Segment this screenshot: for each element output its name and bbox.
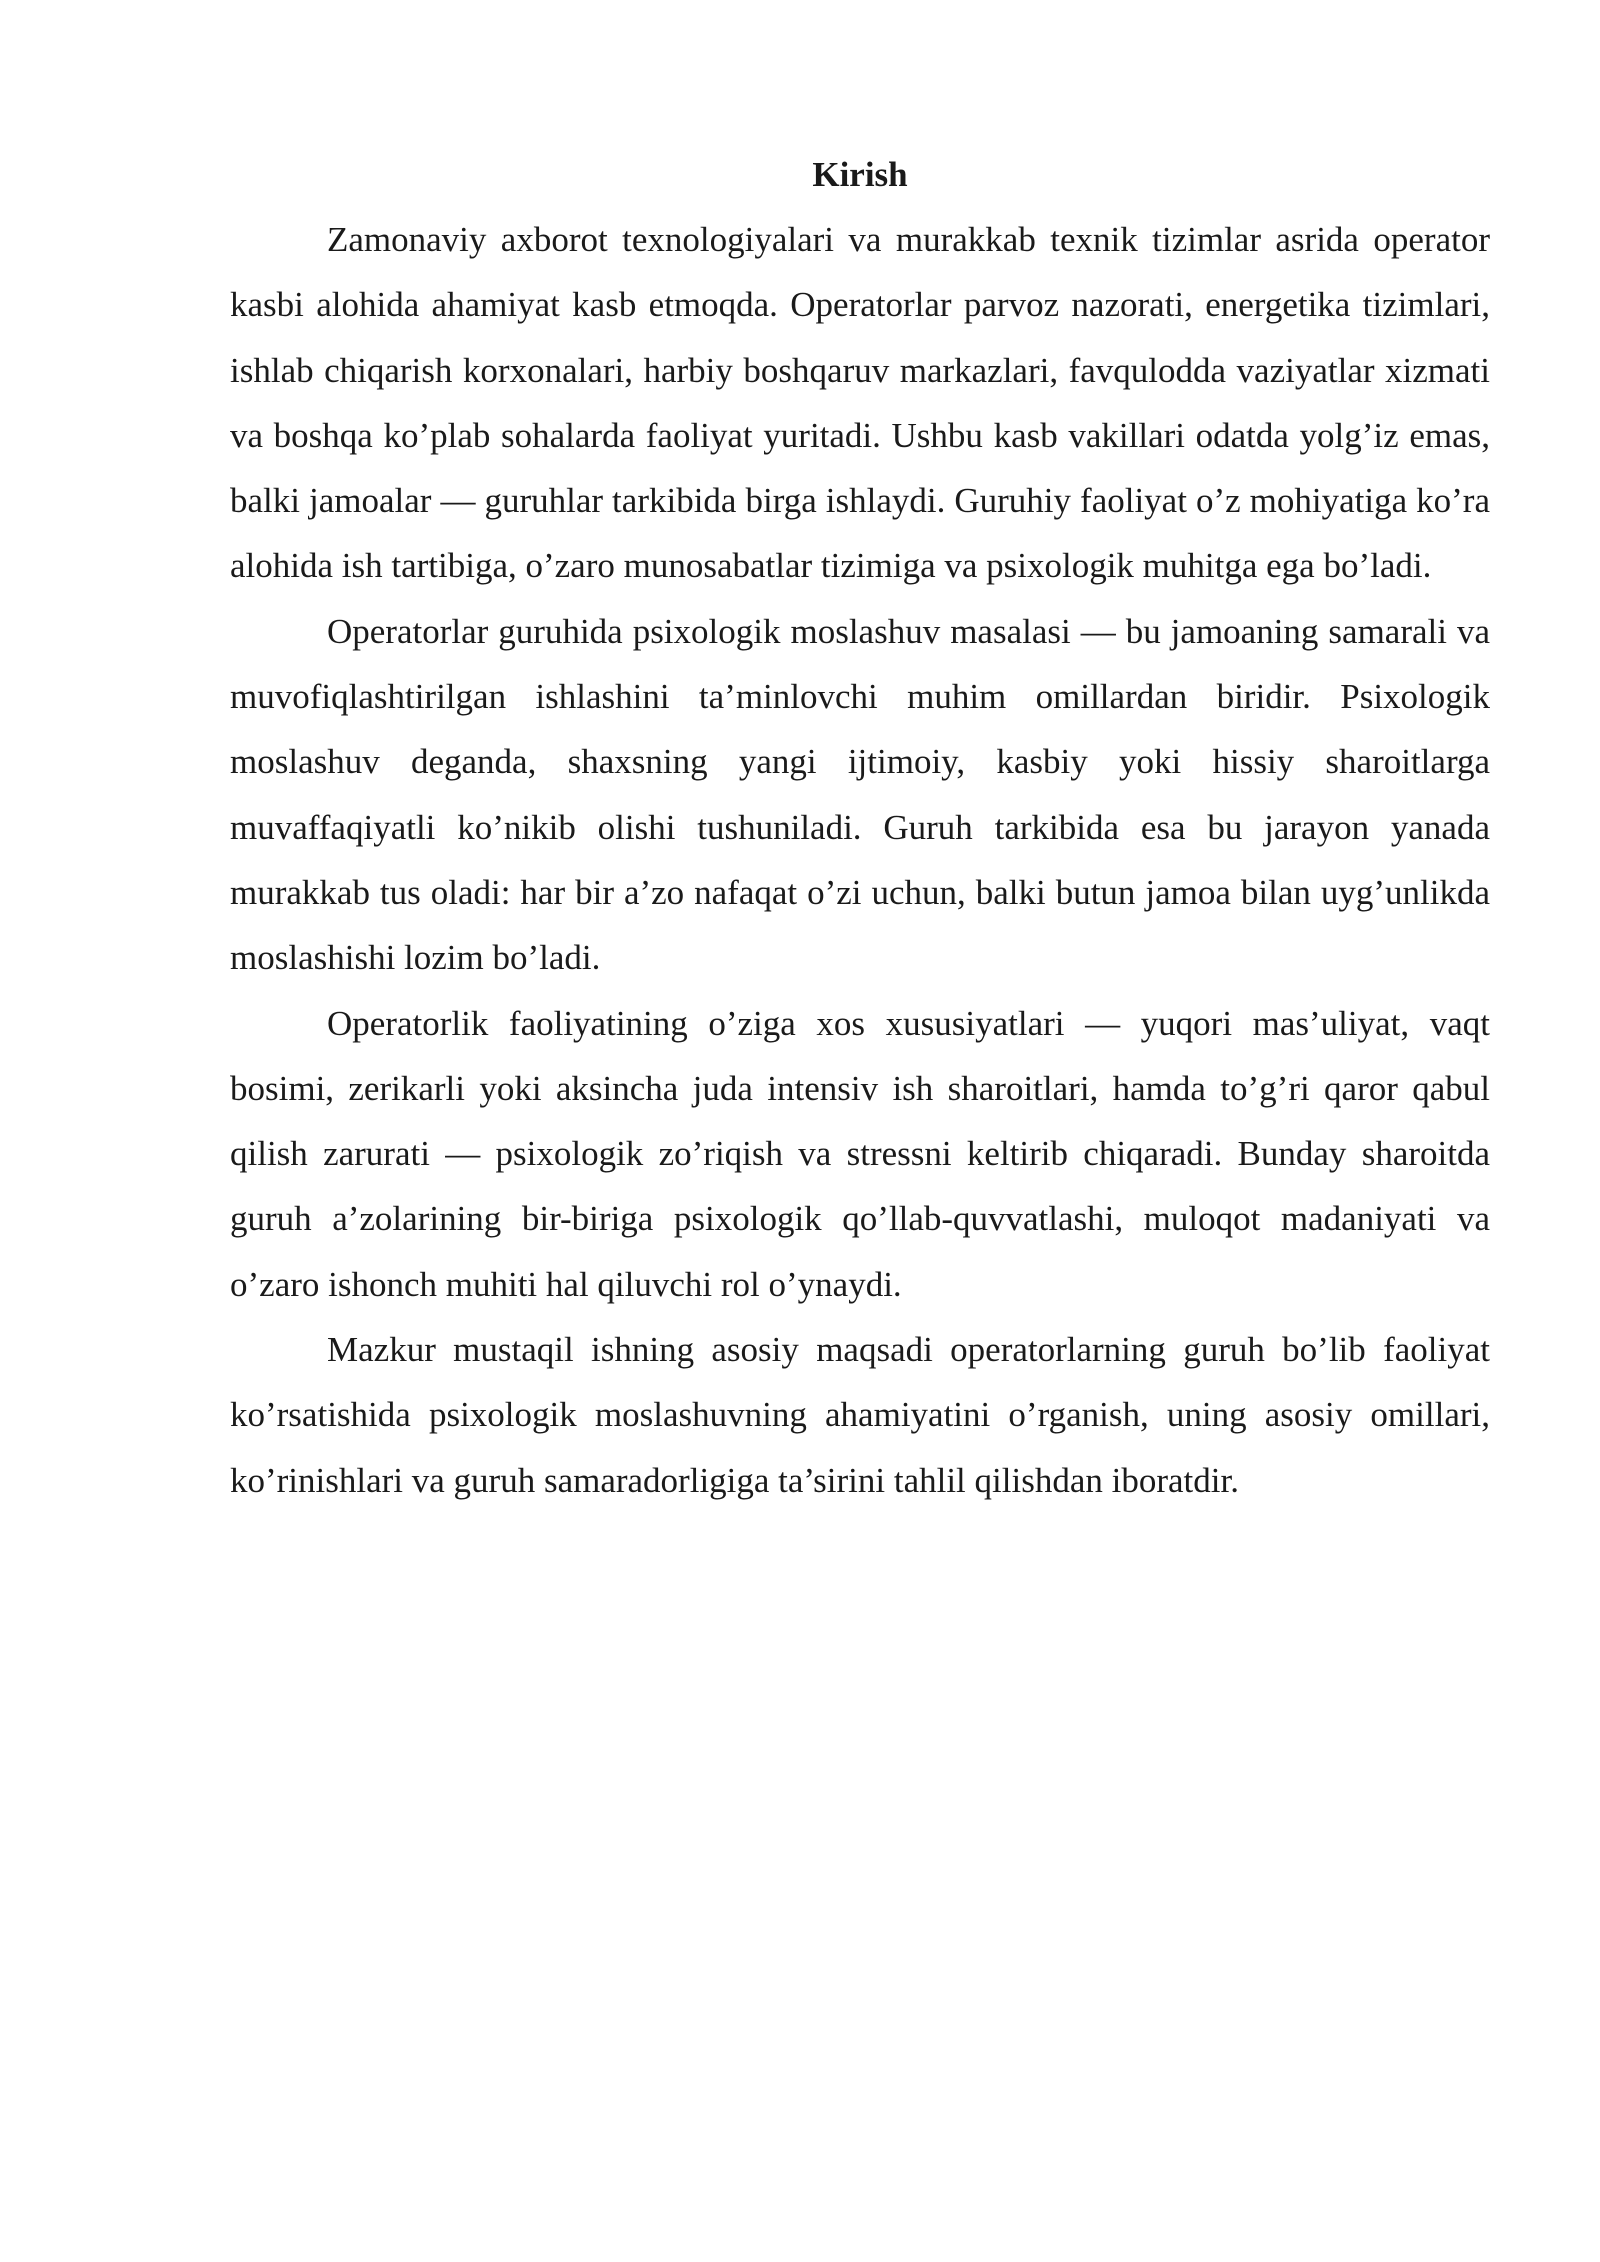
document-body (230, 142, 1490, 1513)
paragraph-4: Mazkur mustaqil ishning asosiy maqsadi operatorlarning guruh bo’lib faoliyat ko’rsatishida psixologik moslashuvning ahamiyatini o’rganish, uning asosiy omillari, ko’rinishlari va guruh samaradorligiga ta’sirini tahlil qilishdan iboratdir. (230, 1330, 1490, 1500)
paragraph-1: Zamonaviy axborot texnologiyalari va murakkab texnik tizimlar asrida operator kasbi alohida ahamiyat kasb etmoqda. Operatorlar parvoz nazorati, energetika tizimlari, ishlab chiqarish korxonalari, harbiy boshqaruv markazlari, favqulodda vaziyatlar xizmati va boshqa ko’plab sohalarda faoliyat yuritadi. Ushbu kasb vakillari odatda yolg’iz emas, balki jamoalar — guruhlar tarkibida birga ishlaydi. Guruhiy faoliyat o’z mohiyatiga ko’ra alohida ish tartibiga, o’zaro munosabatlar tizimiga va psixologik muhitga ega bo’ladi. (230, 220, 1490, 586)
document-title: Kirish (812, 155, 908, 194)
paragraph-2: Operatorlar guruhida psixologik moslashuv masalasi — bu jamoaning samarali va muvofiqlashtirilgan ishlashini ta’minlovchi muhim omillardan biridir. Psixologik moslashuv deganda, shaxsning yangi ijtimoiy, kasbiy yoki hissiy sharoitlarga muvaffaqiyatli ko’nikib olishi tushuniladi. Guruh tarkibida esa bu jarayon yanada murakkab tus oladi: har bir a’zo nafaqat o’zi uchun, balki butun jamoa bilan uyg’unlikda moslashishi lozim bo’ladi. (230, 611, 1490, 978)
paragraph-3: Operatorlik faoliyatining o’ziga xos xususiyatlari — yuqori mas’uliyat, vaqt bosimi, zerikarli yoki aksincha juda intensiv ish sharoitlari, hamda to’g’ri qaror qabul qilish zarurati — psixologik zo’riqish va stressni keltirib chiqaradi. Bunday sharoitda guruh a’zolarining bir-biriga psixologik qo’llab-quvvatlashi, muloqot madaniyati va o’zaro ishonch muhiti hal qiluvchi rol o’ynaydi. (230, 1003, 1490, 1304)
